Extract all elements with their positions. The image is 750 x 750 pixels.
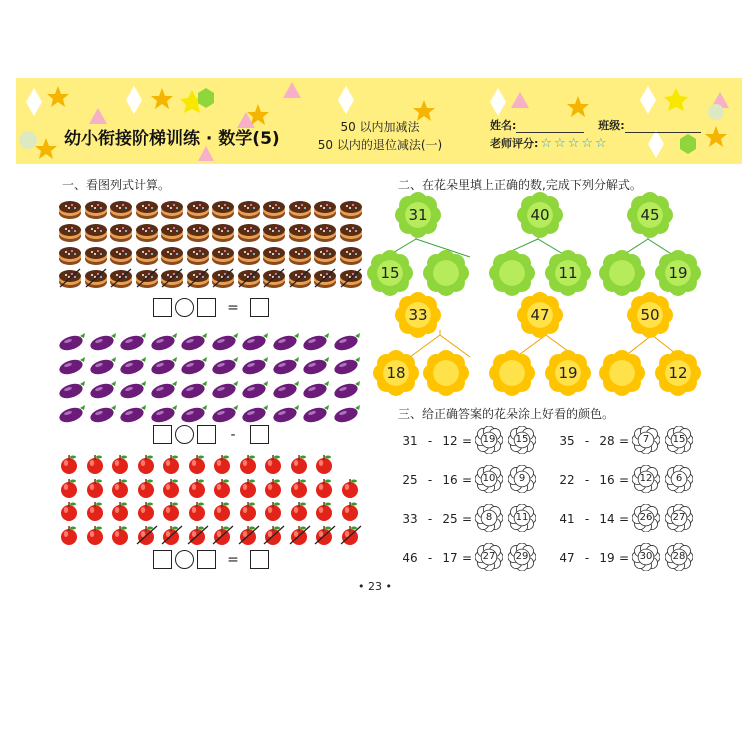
subtraction-problem: [556, 551, 630, 565]
apple-picture: [109, 524, 135, 548]
apple-picture: [288, 477, 314, 501]
page-title: 幼小衔接阶梯训练 · 数学(5): [64, 129, 280, 149]
tree-6-left-flower[interactable]: [599, 350, 645, 396]
eggplant-picture: [333, 354, 364, 378]
donut-picture: [186, 267, 212, 290]
answer-flower[interactable]: [475, 426, 503, 454]
donut-picture: [288, 244, 314, 267]
answer-flower[interactable]: [665, 465, 693, 493]
tree-6-left-number: [599, 350, 645, 396]
eggplant-picture: [302, 378, 333, 402]
tree-2-top-flower: [517, 192, 563, 238]
equation-3-box-2[interactable]: [197, 550, 216, 569]
answer-option-number: 30: [639, 551, 653, 562]
apple-picture: [160, 453, 186, 477]
apple-picture: [288, 524, 314, 548]
eggplant-picture: [89, 354, 120, 378]
name-class-row: [490, 117, 701, 133]
equation-3-result-box[interactable]: [250, 550, 269, 569]
eggplant-picture: [119, 354, 150, 378]
eggplant-picture: [211, 402, 242, 426]
eggplant-picture: [180, 402, 211, 426]
donut-picture: [84, 267, 110, 290]
problem-a: 31: [402, 434, 418, 448]
name-field[interactable]: [516, 122, 584, 133]
apple-picture: [109, 500, 135, 524]
tree-4-top-number: 33: [408, 306, 428, 324]
problem-op: -: [584, 434, 590, 448]
answer-option-number: 26: [639, 512, 653, 523]
donut-picture: [84, 244, 110, 267]
tree-1-right-number: [423, 250, 469, 296]
eggplant-picture: [150, 378, 181, 402]
eggplant-picture: [150, 330, 181, 354]
eggplant-picture: [333, 402, 364, 426]
donut-picture: [313, 267, 339, 290]
apple-picture: [160, 500, 186, 524]
tree-6-top-flower: [627, 292, 673, 338]
donut-picture: [109, 244, 135, 267]
apple-picture: [313, 477, 339, 501]
apple-picture: [84, 453, 110, 477]
problem-eq: =: [618, 473, 630, 487]
apple-picture: [135, 453, 161, 477]
tree-3-left-flower[interactable]: [599, 250, 645, 296]
section2-heading: 二、在花朵里填上正确的数,完成下列分解式。: [398, 178, 642, 192]
equation-3-sign: =: [227, 551, 239, 568]
donut-picture: [262, 267, 288, 290]
eggplant-picture: [241, 402, 272, 426]
apple-picture: [262, 453, 288, 477]
tree-3-top-number: 45: [640, 206, 660, 224]
eggplant-picture: [89, 330, 120, 354]
problem-op: -: [427, 512, 433, 526]
answer-flower[interactable]: [632, 465, 660, 493]
apple-picture: [186, 453, 212, 477]
eggplant-picture: [89, 402, 120, 426]
tree-1-left-flower: [367, 250, 413, 296]
apple-picture: [135, 524, 161, 548]
eggplant-picture: [272, 354, 303, 378]
apple-picture: [211, 453, 237, 477]
donut-picture: [58, 198, 84, 221]
subtraction-problem: [399, 434, 473, 448]
donut-picture: [288, 267, 314, 290]
apple-picture: [58, 524, 84, 548]
donut-picture: [109, 221, 135, 244]
eggplant-picture: [241, 378, 272, 402]
score-stars[interactable]: ☆☆☆☆☆: [540, 136, 609, 151]
answer-flower[interactable]: [665, 426, 693, 454]
tree-1-right-flower[interactable]: [423, 250, 469, 296]
tree-4-left-number: 18: [386, 364, 406, 382]
subtitle-line-1: 50 以内加减法: [340, 120, 420, 134]
apple-picture: [339, 500, 365, 524]
answer-option-number: 15: [672, 434, 686, 445]
donut-picture: [135, 198, 161, 221]
donut-picture: [58, 244, 84, 267]
answer-flower[interactable]: [632, 504, 660, 532]
equation-1-result-box[interactable]: [250, 298, 269, 317]
tree-6-top-number: 50: [640, 306, 660, 324]
donut-picture: [237, 198, 263, 221]
subtitle-line-2: 50 以内的退位减法(一): [317, 138, 443, 152]
donut-picture: [211, 198, 237, 221]
donut-picture: [313, 221, 339, 244]
subtraction-problem: [399, 473, 473, 487]
tree-2-left-flower[interactable]: [489, 250, 535, 296]
class-label: 班级:: [598, 119, 625, 132]
answer-flower[interactable]: [665, 543, 693, 571]
eggplant-picture: [302, 330, 333, 354]
apple-picture: [237, 500, 263, 524]
donut-picture: [211, 244, 237, 267]
problem-eq: =: [618, 551, 630, 565]
tree-2-top-number: 40: [530, 206, 550, 224]
equation-2-box-2[interactable]: [197, 425, 216, 444]
score-label: 老师评分:: [490, 137, 539, 150]
problem-b: 19: [599, 551, 615, 565]
apple-picture: [237, 524, 263, 548]
apple-picture: [288, 500, 314, 524]
donut-picture: [84, 221, 110, 244]
apple-picture: [339, 524, 365, 548]
donut-picture: [288, 221, 314, 244]
donut-picture: [135, 221, 161, 244]
equation-1-sign: =: [227, 299, 239, 316]
problem-op: -: [584, 473, 590, 487]
equation-3-box-1[interactable]: [153, 550, 172, 569]
equation-1-operator-circle[interactable]: [175, 298, 194, 317]
tree-5-top-flower: [517, 292, 563, 338]
donut-picture: [313, 244, 339, 267]
problem-eq: =: [461, 551, 473, 565]
donut-picture: [313, 198, 339, 221]
tree-2-left-number: [489, 250, 535, 296]
donut-picture: [262, 244, 288, 267]
answer-option-number: 27: [482, 551, 496, 562]
apple-picture: [135, 500, 161, 524]
subtraction-problem: [399, 512, 473, 526]
tree-1-top-number: 31: [408, 206, 428, 224]
answer-option-number: 10: [482, 473, 496, 484]
answer-flower[interactable]: [508, 426, 536, 454]
answer-option-number: 29: [515, 551, 529, 562]
problem-a: 35: [559, 434, 575, 448]
eggplant-picture: [272, 330, 303, 354]
tree-3-left-number: [599, 250, 645, 296]
apple-picture: [211, 524, 237, 548]
apple-picture: [135, 477, 161, 501]
eggplant-picture: [119, 330, 150, 354]
eggplant-picture: [150, 402, 181, 426]
donut-picture: [160, 244, 186, 267]
equation-3-operator-circle[interactable]: [175, 550, 194, 569]
donut-picture: [237, 221, 263, 244]
donut-picture: [262, 198, 288, 221]
problem-a: 46: [402, 551, 418, 565]
apple-picture: [109, 453, 135, 477]
apple-picture: [186, 500, 212, 524]
equation-2-sign: -: [230, 426, 236, 443]
answer-option-number: 27: [672, 512, 686, 523]
problem-op: -: [427, 434, 433, 448]
apple-picture: [288, 453, 314, 477]
eggplant-picture: [302, 354, 333, 378]
donut-picture: [339, 244, 365, 267]
apple-picture: [84, 524, 110, 548]
equation-2-operator-circle[interactable]: [175, 425, 194, 444]
apple-picture: [262, 500, 288, 524]
problem-eq: =: [461, 512, 473, 526]
donut-picture: [135, 267, 161, 290]
subtraction-problem: [556, 473, 630, 487]
eggplant-picture: [180, 378, 211, 402]
apple-picture: [237, 453, 263, 477]
section3-heading: 三、给正确答案的花朵涂上好看的颜色。: [398, 407, 615, 421]
problem-op: -: [427, 473, 433, 487]
problem-eq: =: [461, 434, 473, 448]
subtraction-problem: [556, 434, 630, 448]
donut-picture: [339, 267, 365, 290]
answer-option-number: 8: [485, 512, 493, 523]
tree-5-right-number: 19: [558, 364, 578, 382]
eggplant-picture: [333, 378, 364, 402]
donut-picture: [237, 244, 263, 267]
tree-2-right-flower: [545, 250, 591, 296]
tree-4-right-number: [423, 350, 469, 396]
tree-3-right-number: 19: [668, 264, 688, 282]
problem-b: 12: [442, 434, 458, 448]
apple-picture: [84, 500, 110, 524]
answer-option-number: 28: [672, 551, 686, 562]
answer-flower[interactable]: [508, 543, 536, 571]
tree-1-left-number: 15: [380, 264, 400, 282]
answer-flower[interactable]: [475, 504, 503, 532]
eggplant-picture: [272, 378, 303, 402]
tree-6-right-flower: [655, 350, 701, 396]
problem-op: -: [584, 512, 590, 526]
eggplant-picture: [211, 354, 242, 378]
eggplant-picture: [333, 330, 364, 354]
problem-b: 16: [442, 473, 458, 487]
class-field[interactable]: [625, 122, 701, 133]
tree-1-top-flower: [395, 192, 441, 238]
score-row: [490, 135, 609, 151]
donut-picture: [237, 267, 263, 290]
donut-picture: [186, 244, 212, 267]
apple-picture: [237, 477, 263, 501]
apple-picture: [339, 477, 365, 501]
apple-picture: [109, 477, 135, 501]
donut-picture: [58, 267, 84, 290]
answer-flower[interactable]: [475, 543, 503, 571]
problem-eq: =: [618, 512, 630, 526]
problem-b: 14: [599, 512, 615, 526]
apple-picture: [84, 477, 110, 501]
apple-picture: [58, 477, 84, 501]
page-number: • 23 •: [358, 580, 392, 593]
eggplant-picture: [180, 354, 211, 378]
equation-2-result-box[interactable]: [250, 425, 269, 444]
eggplant-picture: [211, 378, 242, 402]
problem-a: 33: [402, 512, 418, 526]
apple-picture: [58, 500, 84, 524]
answer-option-number: 11: [515, 512, 529, 523]
problem-a: 25: [402, 473, 418, 487]
donut-picture-grid: [58, 198, 364, 290]
eggplant-picture: [58, 330, 89, 354]
donut-picture: [160, 267, 186, 290]
answer-option-number: 7: [642, 434, 650, 445]
answer-option-number: 12: [639, 473, 653, 484]
apple-picture: [211, 500, 237, 524]
eggplant-picture: [180, 330, 211, 354]
answer-flower[interactable]: [508, 504, 536, 532]
donut-picture: [339, 221, 365, 244]
problem-op: -: [427, 551, 433, 565]
apple-picture: [211, 477, 237, 501]
answer-option-number: 15: [515, 434, 529, 445]
section1-heading: 一、看图列式计算。: [62, 178, 171, 192]
apple-picture: [58, 453, 84, 477]
donut-picture: [339, 198, 365, 221]
equation-1: [153, 298, 269, 317]
apple-picture: [313, 500, 339, 524]
donut-picture: [109, 267, 135, 290]
eggplant-picture-grid: [58, 330, 363, 426]
problem-b: 25: [442, 512, 458, 526]
tree-4-left-flower: [373, 350, 419, 396]
problem-a: 22: [559, 473, 575, 487]
apple-picture-grid: [58, 453, 364, 547]
tree-5-left-number: [489, 350, 535, 396]
equation-2-box-1[interactable]: [153, 425, 172, 444]
donut-picture: [262, 221, 288, 244]
eggplant-picture: [150, 354, 181, 378]
eggplant-picture: [119, 378, 150, 402]
tree-6-right-number: 12: [668, 364, 688, 382]
tree-5-left-flower[interactable]: [489, 350, 535, 396]
subtraction-problem: [399, 551, 473, 565]
equation-3: [153, 550, 269, 569]
tree-4-top-flower: [395, 292, 441, 338]
donut-picture: [186, 198, 212, 221]
apple-picture: [313, 524, 339, 548]
problem-b: 16: [599, 473, 615, 487]
problem-eq: =: [618, 434, 630, 448]
problem-a: 41: [559, 512, 575, 526]
donut-picture: [160, 221, 186, 244]
tree-2-right-number: 11: [558, 264, 578, 282]
apple-picture: [262, 524, 288, 548]
eggplant-picture: [241, 330, 272, 354]
equation-1-box-1[interactable]: [153, 298, 172, 317]
eggplant-picture: [58, 354, 89, 378]
subtitle: [300, 118, 460, 154]
donut-picture: [160, 198, 186, 221]
donut-picture: [186, 221, 212, 244]
problem-b: 28: [599, 434, 615, 448]
eggplant-picture: [58, 402, 89, 426]
answer-flower[interactable]: [508, 465, 536, 493]
problem-eq: =: [461, 473, 473, 487]
eggplant-picture: [302, 402, 333, 426]
apple-picture: [186, 524, 212, 548]
tree-3-right-flower: [655, 250, 701, 296]
problem-b: 17: [442, 551, 458, 565]
answer-flower[interactable]: [632, 543, 660, 571]
subtraction-problem: [556, 512, 630, 526]
answer-flower[interactable]: [665, 504, 693, 532]
tree-5-right-flower: [545, 350, 591, 396]
donut-picture: [211, 221, 237, 244]
answer-option-number: 9: [518, 473, 526, 484]
problem-op: -: [584, 551, 590, 565]
donut-picture: [109, 198, 135, 221]
tree-3-top-flower: [627, 192, 673, 238]
equation-1-box-2[interactable]: [197, 298, 216, 317]
apple-picture: [313, 453, 339, 477]
donut-picture: [288, 198, 314, 221]
apple-picture: [160, 524, 186, 548]
equation-2: [153, 425, 269, 444]
donut-picture: [135, 244, 161, 267]
name-label: 姓名:: [490, 119, 517, 132]
apple-picture: [160, 477, 186, 501]
problem-a: 47: [559, 551, 575, 565]
answer-flower[interactable]: [475, 465, 503, 493]
answer-option-number: 19: [482, 434, 496, 445]
apple-picture: [262, 477, 288, 501]
apple-picture: [186, 477, 212, 501]
donut-picture: [211, 267, 237, 290]
answer-option-number: 6: [675, 473, 683, 484]
eggplant-picture: [58, 378, 89, 402]
tree-4-right-flower[interactable]: [423, 350, 469, 396]
tree-5-top-number: 47: [530, 306, 550, 324]
eggplant-picture: [241, 354, 272, 378]
eggplant-picture: [272, 402, 303, 426]
eggplant-picture: [89, 378, 120, 402]
donut-picture: [58, 221, 84, 244]
eggplant-picture: [211, 330, 242, 354]
donut-picture: [84, 198, 110, 221]
answer-flower[interactable]: [632, 426, 660, 454]
eggplant-picture: [119, 402, 150, 426]
